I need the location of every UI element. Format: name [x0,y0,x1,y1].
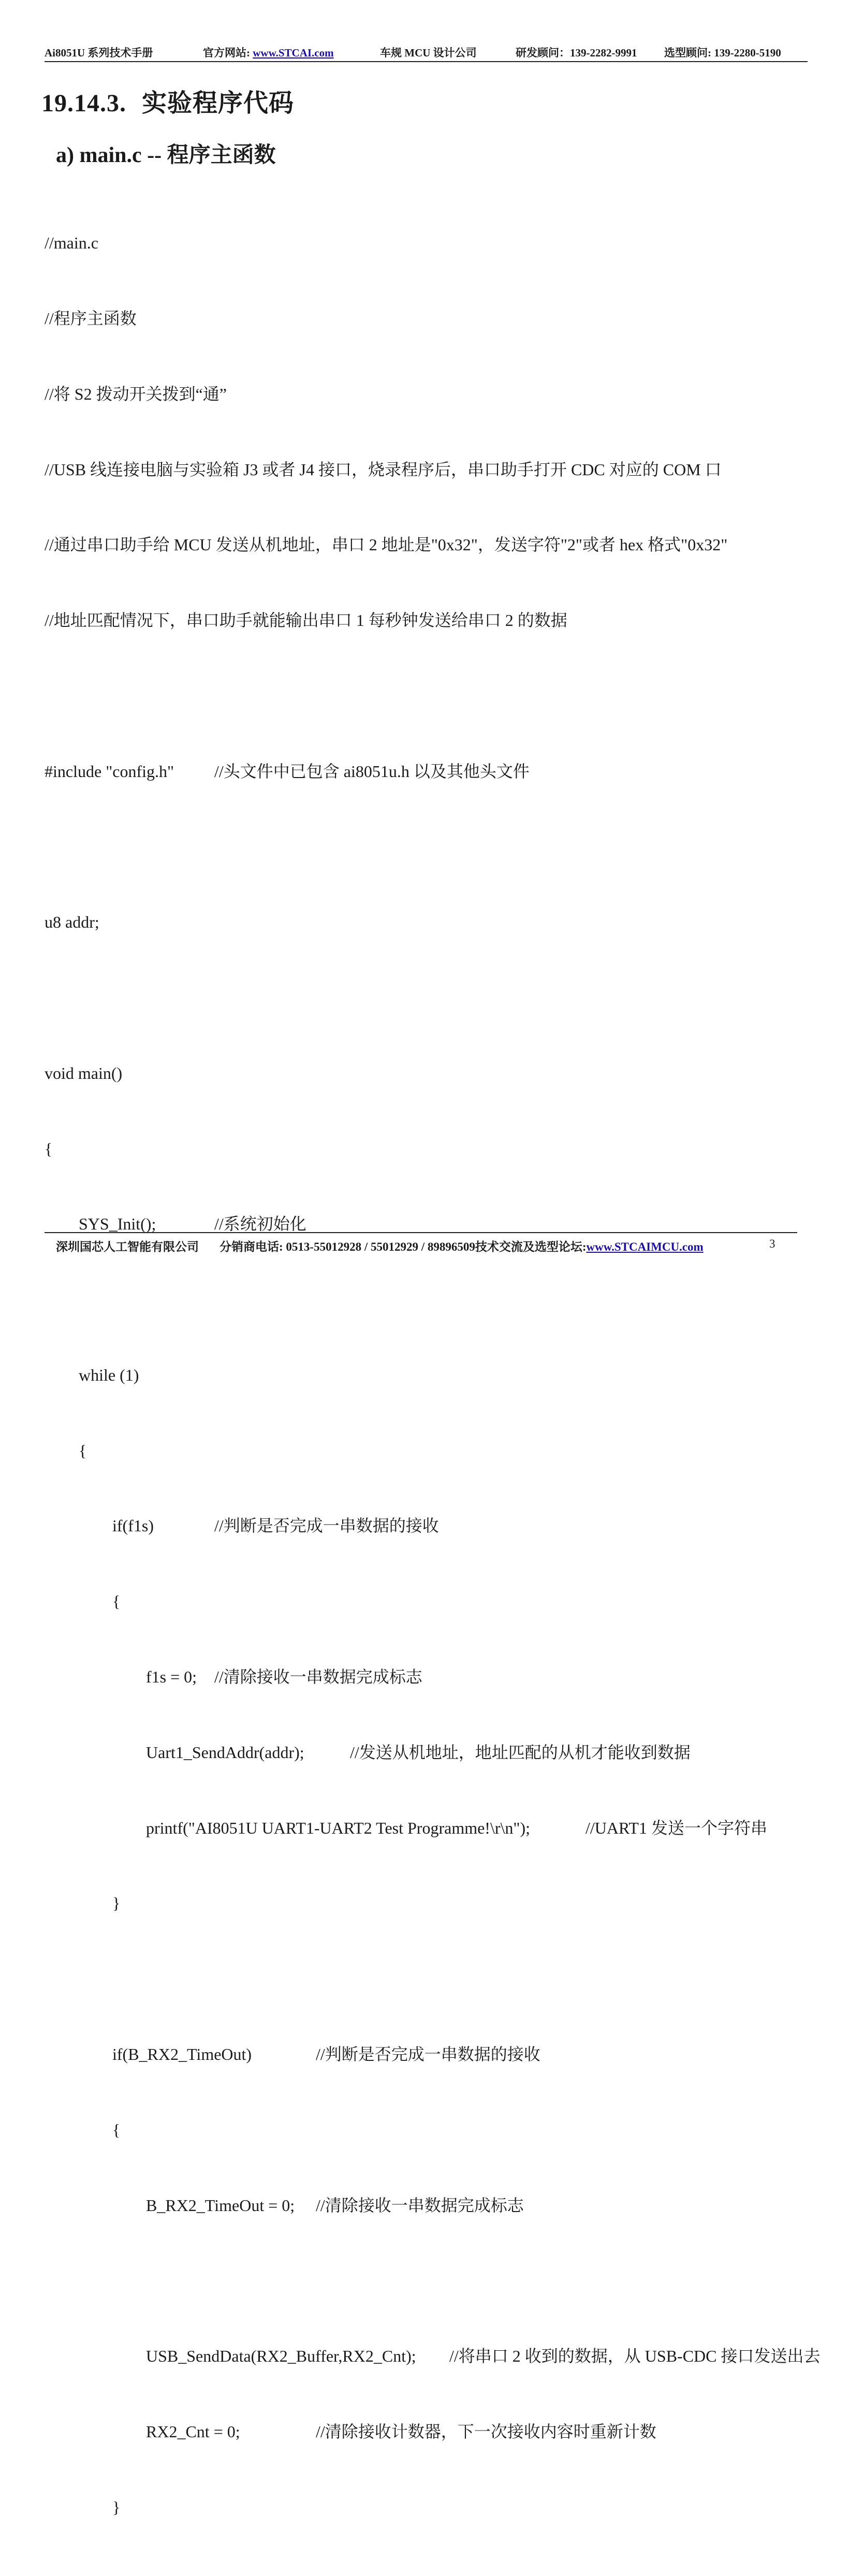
code-line [45,1363,139,1388]
code-statement: B_RX2_TimeOut = 0; [146,2196,295,2215]
include-directive: #include "config.h" [45,762,174,781]
page-number: 3 [769,1237,775,1250]
code-line [45,2117,121,2143]
code-comment: //系统初始化 [214,1214,306,1234]
footer-divider [45,1232,797,1233]
footer-forum-link[interactable]: www.STCAIMCU.com [586,1240,704,1253]
header-site-link[interactable]: www.STCAI.com [253,47,334,59]
code-line [45,910,99,935]
code-comment: //清除接收计数器，下一次接收内容时重新计数 [316,2422,656,2441]
code-comment: //将串口 2 收到的数据，从 USB-CDC 接口发送出去 [449,2347,821,2366]
code-line [45,1438,87,1463]
section-title: 实验程序代码 [142,90,295,117]
code-comment: //头文件中已包含 ai8051u.h 以及其他头文件 [214,762,530,781]
blank-line [45,2268,61,2293]
blank-line [45,1966,61,1992]
code-line [45,1664,422,1690]
brace: { [112,2120,121,2139]
code-line [45,2495,121,2520]
code-line [45,532,728,558]
footer-company: 深圳国芯人工智能有限公司 [56,1240,199,1253]
header-manual-title: Ai8051U 系列技术手册 [45,47,153,59]
code-statement: SYS_Init(); [79,1214,156,1234]
subsection-heading: a) main.c -- 程序主函数 [56,143,276,167]
header-dev-consultant: 研发顾问：139-2282-9991 [516,47,637,59]
page-header [45,42,808,60]
code-comment: //USB 线连接电脑与实验箱 J3 或者 J4 接口，烧录程序后，串口助手打开 CDC 对应的 COM 口 [45,460,722,479]
code-statement: f1s = 0; [146,1667,197,1687]
code-line [45,382,227,407]
section-heading [41,83,294,119]
code-line [45,306,137,331]
code-line [45,1061,123,1086]
code-comment: //地址匹配情况下，串口助手就能输出串口 1 每秒钟发送给串口 2 的数据 [45,611,567,630]
footer-phone: 分销商电话: 0513-55012928 / 55012929 / 89896509技术交流及选型论坛: [219,1240,587,1253]
code-comment: //将 S2 拨动开关拨到“通” [45,384,227,403]
header-divider [45,61,808,62]
code-statement: USB_SendData(RX2_Buffer,RX2_Cnt); [146,2347,416,2366]
header-select-consultant: 选型顾问: 139-2280-5190 [664,47,781,59]
code-line [45,457,722,482]
code-line [45,759,530,784]
code-comment: //判断是否完成一串数据的接收 [214,1516,439,1535]
code-line [45,1891,121,1916]
code-comment: //清除接收一串数据完成标志 [316,2196,524,2215]
code-statement: while (1) [79,1365,139,1384]
code-comment: //main.c [45,233,98,253]
code-line [45,1136,61,1162]
code-comment: //程序主函数 [45,309,137,328]
header-site [203,45,334,60]
header-company: 车规 MCU 设计公司 [380,47,477,59]
code-comment: //判断是否完成一串数据的接收 [316,2044,540,2063]
function-signature: void main() [45,1063,123,1082]
variable-declaration: u8 addr; [45,913,99,932]
code-statement: Uart1_SendAddr(addr); [146,1743,304,1762]
blank-line [45,985,61,1011]
code-line [45,1589,121,1614]
code-line [45,1513,439,1539]
code-line [45,2344,821,2369]
code-comment: //发送从机地址，地址匹配的从机才能收到数据 [350,1743,691,1762]
brace: } [112,2497,121,2516]
brace: } [112,1894,121,1913]
code-line [45,230,98,256]
page-footer [56,1237,801,1255]
blank-line [45,1287,61,1312]
header-site-label: 官方网站: [203,47,253,59]
code-comment: //清除接收一串数据完成标志 [214,1667,422,1687]
code-statement: printf("AI8051U UART1-UART2 Test Programme!\r\n"); [146,1818,530,1837]
code-line [45,608,567,633]
blank-line [45,834,61,859]
code-comment: //UART1 发送一个字符串 [585,1818,767,1837]
code-line [45,2193,524,2218]
code-line [45,1816,767,1841]
blank-line [45,2570,61,2576]
brace: { [79,1441,87,1460]
blank-line [45,683,61,709]
section-number: 19.14.3. [41,90,126,117]
code-comment: //通过串口助手给 MCU 发送从机地址，串口 2 地址是"0x32"，发送字符"2"或者 hex 格式"0x32" [45,535,728,554]
code-statement: if(f1s) [112,1516,154,1535]
brace: { [45,1139,53,1158]
code-line [45,2042,540,2067]
code-line [45,2419,656,2445]
brace: { [112,1592,121,1611]
code-statement: RX2_Cnt = 0; [146,2422,240,2441]
code-statement: if(B_RX2_TimeOut) [112,2044,252,2063]
code-line [45,1740,691,1765]
